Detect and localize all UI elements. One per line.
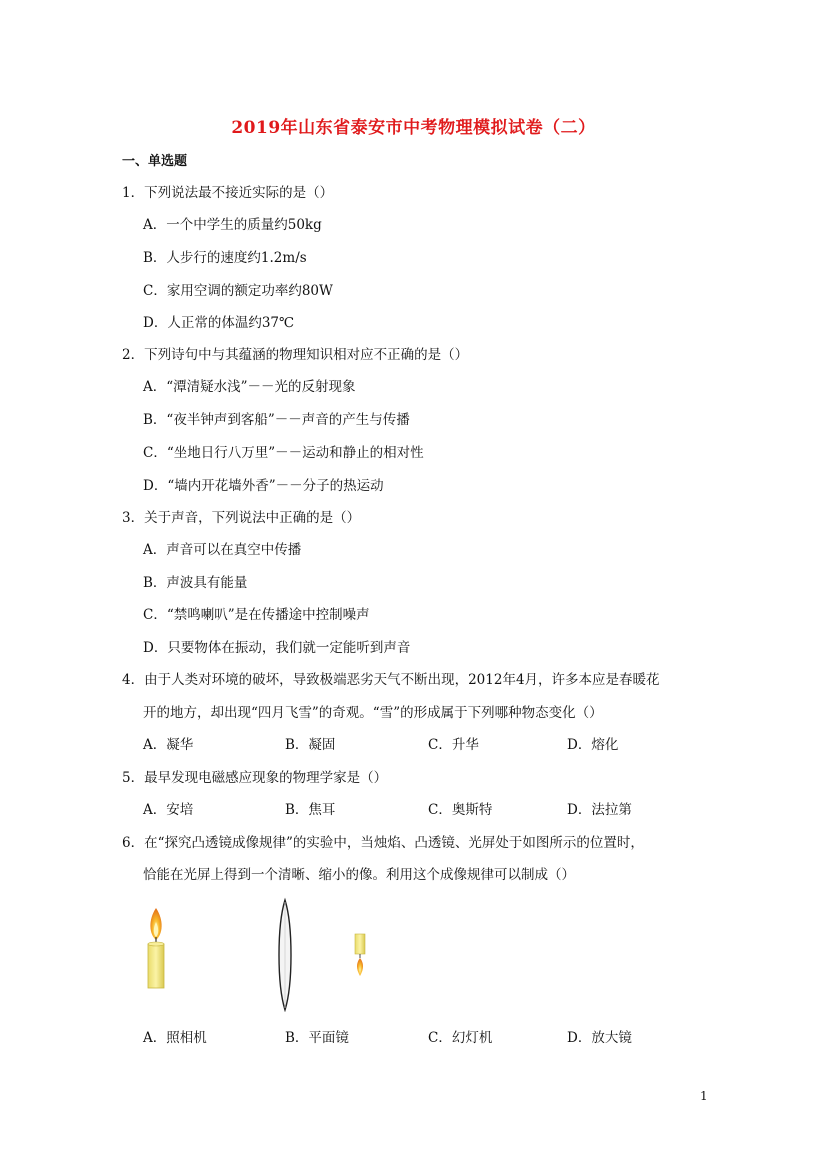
question-1-option-c: C．家用空调的额定功率约80W <box>143 283 333 299</box>
inverted-image-icon <box>355 934 365 976</box>
question-5-stem: 5．最早发现电磁感应现象的物理学家是（） <box>122 770 388 786</box>
question-5-option-d: D．法拉第 <box>567 802 632 818</box>
question-2-option-d: D．“墙内开花墙外香”－－分子的热运动 <box>143 478 384 494</box>
question-1-option-a: A．一个中学生的质量约50kg <box>143 217 322 233</box>
question-2-stem: 2．下列诗句中与其蕴涵的物理知识相对应不正确的是（） <box>122 347 469 363</box>
question-3-stem: 3．关于声音，下列说法中正确的是（） <box>122 510 361 526</box>
question-2-option-c: C．“坐地日行八万里”－－运动和静止的相对性 <box>143 445 424 461</box>
question-2-option-a: A．“潭清疑水浅”－－光的反射现象 <box>143 379 356 395</box>
candle-icon <box>148 908 164 988</box>
convex-lens-icon <box>279 900 291 1010</box>
section-heading: 一、单选题 <box>122 154 188 169</box>
question-4-option-d: D．熔化 <box>567 737 619 753</box>
page-title: 2019年山东省泰安市中考物理模拟试卷（二） <box>231 118 596 138</box>
question-4-option-b: B．凝固 <box>285 737 336 753</box>
question-6-option-d: D．放大镜 <box>567 1030 632 1046</box>
question-4-option-c: C．升华 <box>428 737 479 753</box>
question-5-option-b: B．焦耳 <box>285 802 336 818</box>
question-5-option-c: C．奥斯特 <box>428 802 493 818</box>
question-6-option-c: C．幻灯机 <box>428 1030 493 1046</box>
question-1-stem: 1．下列说法最不接近实际的是（） <box>122 185 334 201</box>
question-6-option-a: A．照相机 <box>143 1030 207 1046</box>
question-1-option-d: D．人正常的体温约37℃ <box>143 315 295 331</box>
question-6-option-b: B．平面镜 <box>285 1030 349 1046</box>
page-number: 1 <box>700 1089 708 1103</box>
question-2-option-b: B．“夜半钟声到客船”－－声音的产生与传播 <box>143 412 410 428</box>
question-4-stem-line-1: 4．由于人类对环境的破坏，导致极端恶劣天气不断出现，2012年4月，许多本应是春暖花 <box>122 672 660 688</box>
question-1-option-b: B．人步行的速度约1.2m/s <box>143 250 307 266</box>
question-3-option-c: C．“禁鸣喇叭”是在传播途中控制噪声 <box>143 607 370 623</box>
question-6-stem-line-2: 恰能在光屏上得到一个清晰、缩小的像。利用这个成像规律可以制成（） <box>143 867 575 883</box>
question-3-option-b: B．声波具有能量 <box>143 575 248 591</box>
question-4-stem-line-2: 开的地方，却出现“四月飞雪”的奇观。“雪”的形成属于下列哪种物态变化（） <box>143 705 603 721</box>
question-5-option-a: A．安培 <box>143 802 194 818</box>
question-4-option-a: A．凝华 <box>143 737 194 753</box>
question-3-option-d: D．只要物体在振动，我们就一定能听到声音 <box>143 640 411 656</box>
lens-experiment-figure <box>140 896 380 1012</box>
question-3-option-a: A．声音可以在真空中传播 <box>143 542 302 558</box>
question-6-stem-line-1: 6．在“探究凸透镜成像规律”的实验中，当烛焰、凸透镜、光屏处于如图所示的位置时， <box>122 835 644 851</box>
